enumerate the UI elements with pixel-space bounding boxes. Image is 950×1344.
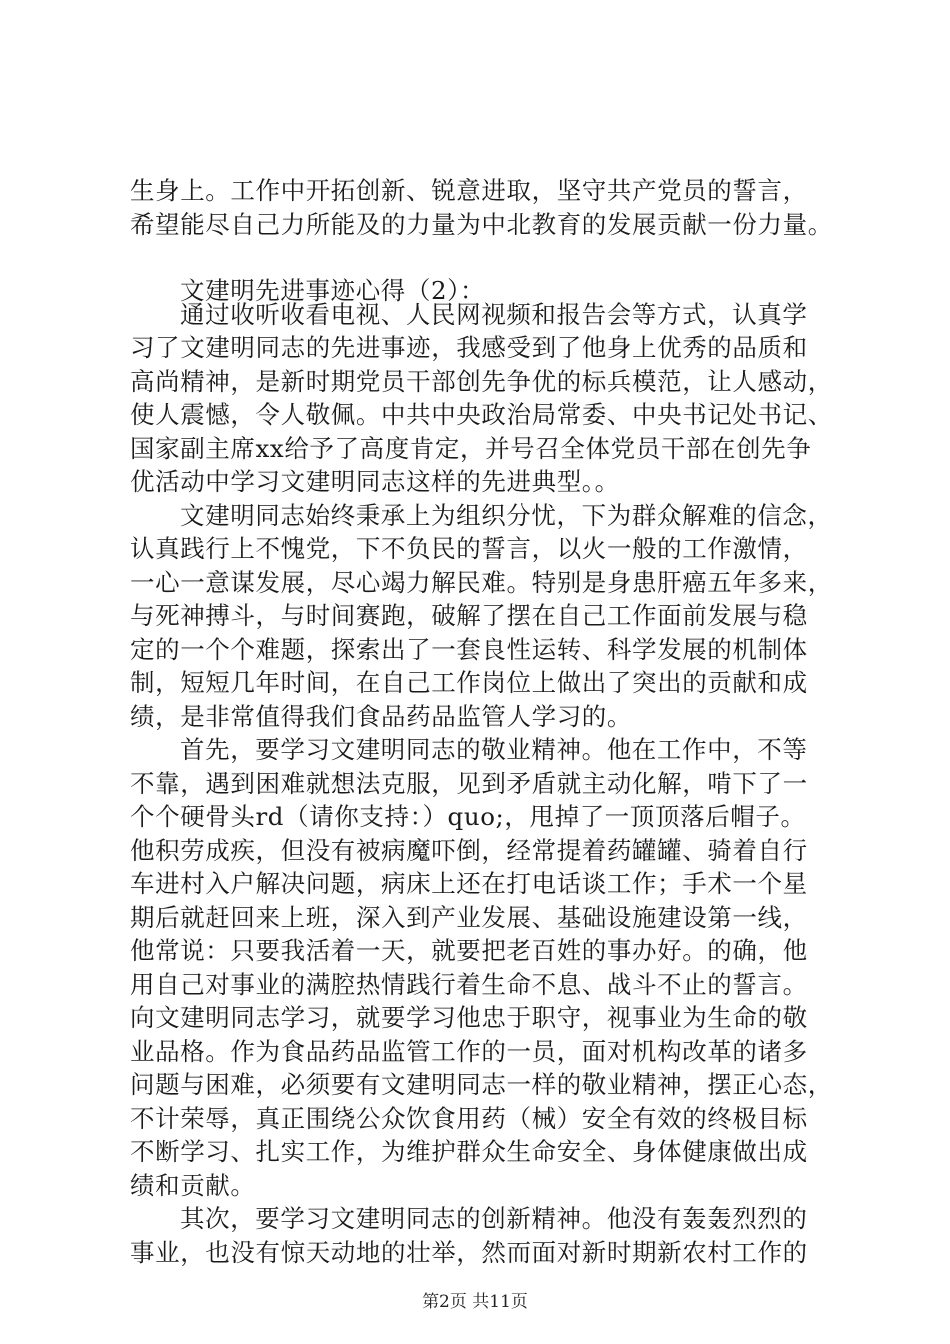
text-line: 使人震憾，令人敬佩。中共中央政治局常委、中央书记处书记、	[130, 400, 833, 429]
text-line: 期后就赶回来上班，深入到产业发展、基础设施建设第一线，	[130, 903, 808, 932]
text-line: 生身上。工作中开拓创新、锐意进取，坚守共产党员的誓言，	[130, 176, 808, 205]
text-line: 他常说：只要我活着一天，就要把老百姓的事办好。的确，他	[130, 936, 808, 965]
text-line: 与死神搏斗，与时间赛跑，破解了摆在自己工作面前发展与稳	[130, 601, 808, 630]
paragraph-start: 文建明同志始终秉承上为组织分忧，下为群众解难的信念，	[180, 501, 833, 530]
text-line: 一心一意谋发展，尽心竭力解民难。特别是身患肝癌五年多来，	[130, 568, 833, 597]
text-line: 希望能尽自己力所能及的力量为中北教育的发展贡献一份力量。	[130, 210, 833, 239]
text-line: 定的一个个难题，探索出了一套良性运转、科学发展的机制体	[130, 635, 808, 664]
text-line: 认真践行上不愧党，下不负民的誓言，以火一般的工作激情，	[130, 534, 808, 563]
text-line: 绩，是非常值得我们食品药品监管人学习的。	[130, 702, 632, 731]
text-line: 个个硬骨头rd（请你支持：）quo;，甩掉了一顶顶落后帽子。	[130, 802, 806, 831]
section-heading: 文建明先进事迹心得（2）：	[180, 276, 486, 305]
text-line: 习了文建明同志的先进事迹，我感受到了他身上优秀的品质和	[130, 333, 808, 362]
text-line: 国家副主席xx给予了高度肯定，并号召全体党员干部在创先争	[130, 434, 812, 463]
page-footer: 第2页 共11页	[422, 1292, 528, 1312]
text-line: 他积劳成疾，但没有被病魔吓倒，经常提着药罐罐、骑着自行	[130, 836, 808, 865]
text-line: 不断学习、扎实工作，为维护群众生命安全、身体健康做出成	[130, 1137, 808, 1166]
text-line: 业品格。作为食品药品监管工作的一员，面对机构改革的诸多	[130, 1037, 808, 1066]
paragraph-start: 其次，要学习文建明同志的创新精神。他没有轰轰烈烈的	[180, 1204, 808, 1233]
text-line: 不计荣辱，真正围绕公众饮食用药（械）安全有效的终极目标	[130, 1104, 808, 1133]
text-line: 事业，也没有惊天动地的壮举，然而面对新时期新农村工作的	[130, 1238, 808, 1267]
paragraph-start: 通过收听收看电视、人民网视频和报告会等方式，认真学	[180, 300, 808, 329]
paragraph-start: 首先，要学习文建明同志的敬业精神。他在工作中，不等	[180, 735, 808, 764]
text-line: 向文建明同志学习，就要学习他忠于职守，视事业为生命的敬	[130, 1003, 808, 1032]
text-line: 问题与困难，必须要有文建明同志一样的敬业精神，摆正心态，	[130, 1070, 833, 1099]
text-line: 高尚精神，是新时期党员干部创先争优的标兵模范，让人感动，	[130, 367, 833, 396]
text-line: 不靠，遇到困难就想法克服，见到矛盾就主动化解，啃下了一	[130, 769, 808, 798]
text-line: 车进村入户解决问题，病床上还在打电话谈工作；手术一个星	[130, 869, 808, 898]
text-line: 用自己对事业的满腔热情践行着生命不息、战斗不止的誓言。	[130, 970, 808, 999]
text-line: 制，短短几年时间，在自己工作岗位上做出了突出的贡献和成	[130, 668, 808, 697]
text-line: 绩和贡献。	[130, 1171, 256, 1200]
text-line: 优活动中学习文建明同志这样的先进典型。。	[130, 467, 620, 496]
